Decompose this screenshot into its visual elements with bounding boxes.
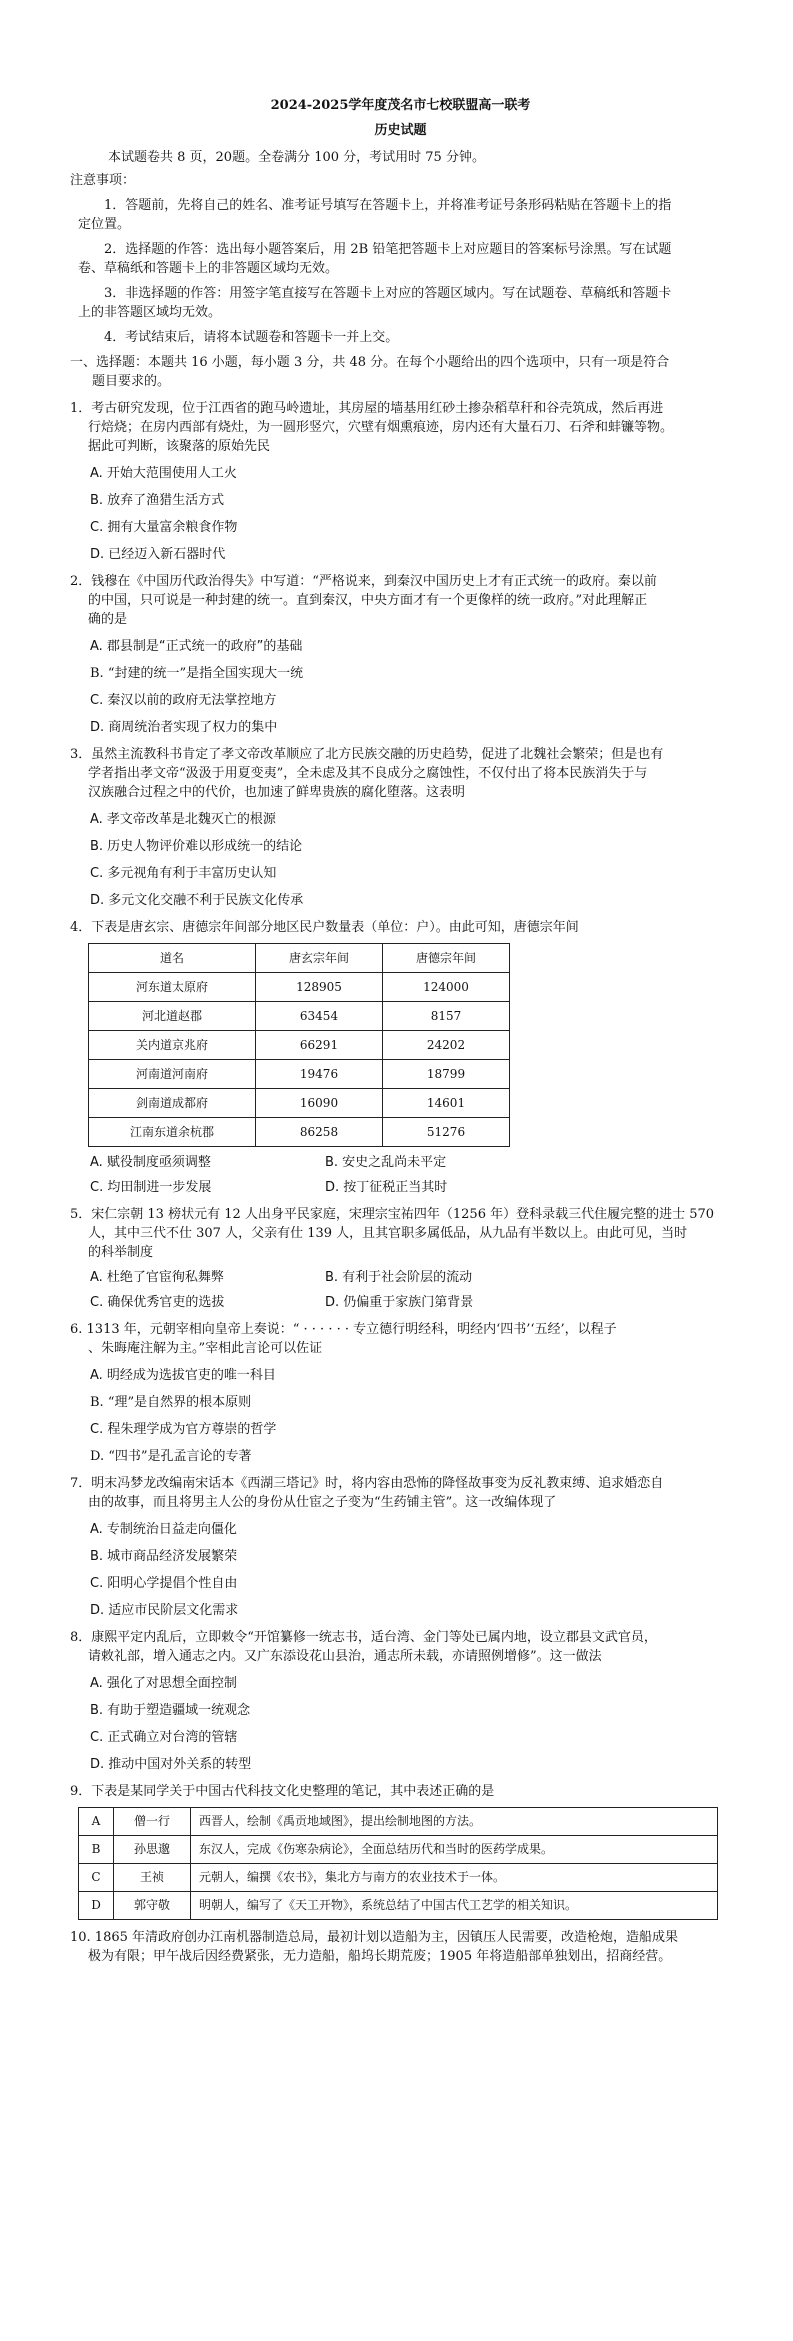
option-b: B. “封建的统一”是指全国实现大一统 [90, 666, 304, 681]
question-stem: 4．下表是唐玄宗、唐德宗年间部分地区民户数量表（单位：户）。由此可知，唐德宗年间 [70, 920, 579, 935]
exam-title: 2024-2025学年度茂名市七校联盟高一联考 [270, 98, 531, 113]
notice-item-4: 4．考试结束后，请将本试题卷和答题卡一并上交。 [104, 330, 399, 345]
notice-heading: 注意事项： [70, 173, 136, 188]
section-choice [70, 353, 731, 391]
option-d: D. 推动中国对外关系的转型 [90, 1757, 252, 1772]
question-5 [70, 1205, 731, 1312]
option-c: C. 程朱理学成为官方尊崇的哲学 [90, 1422, 277, 1437]
table-cell: A [79, 1808, 114, 1836]
question-stem: 1．考古研究发现，位于江西省的跑马岭遗址，其房屋的墙基用红砂土掺杂稻草秆和谷壳筑成，然后再进 [70, 401, 664, 416]
option-a: A. 明经成为选拔官吏的唯一科目 [90, 1368, 276, 1383]
option-a: A. 赋役制度亟须调整 [90, 1155, 211, 1170]
table-cell: 孙思邈 [114, 1836, 191, 1864]
table-cell: 河北道赵郡 [89, 1002, 256, 1031]
question-2 [70, 572, 731, 737]
notice-item-1-cont: 定位置。 [78, 217, 131, 232]
exam-subject: 历史试题 [374, 123, 427, 138]
option-a: A. 开始大范围使用人工火 [90, 466, 237, 481]
question-stem: 的中国，只可说是一种封建的统一。直到秦汉，中央方面才有一个更像样的统一政府。”对此理解正 [88, 593, 648, 608]
question-stem: 10. 1865 年清政府创办江南机器制造总局，最初计划以造船为主，因镇压人民需要，改造枪炮，造船成果 [70, 1930, 679, 1945]
table-row [89, 1031, 510, 1060]
notice-item-3: 3．非选择题的作答：用签字笔直接写在答题卡上对应的答题区域内。写在试题卷、草稿纸和答题卡 [104, 286, 672, 301]
question-stem: 确的是 [88, 612, 128, 627]
question-6 [70, 1320, 731, 1466]
option-d: D. 商周统治者实现了权力的集中 [90, 720, 278, 735]
question-3 [70, 745, 731, 910]
table-cell: D [79, 1892, 114, 1920]
question-stem: 3．虽然主流教科书肯定了孝文帝改革顺应了北方民族交融的历史趋势，促进了北魏社会繁荣；但是也有 [70, 747, 664, 762]
notice-list [70, 196, 731, 347]
option-a: A. 郡县制是“正式统一的政府”的基础 [90, 639, 303, 654]
table-cell: C [79, 1864, 114, 1892]
question-1 [70, 399, 731, 564]
option-b: B. 安史之乱尚未平定 [325, 1155, 447, 1170]
household-table [88, 943, 510, 1147]
question-stem: 学者指出孝文帝“汲汲于用夏变夷”，全未虑及其不良成分之腐蚀性，不仅付出了将本民族消失于与 [88, 766, 648, 781]
table-cell: 东汉人，完成《伤寒杂病论》，全面总结历代和当时的医药学成果。 [191, 1836, 718, 1864]
question-4 [70, 918, 731, 1197]
question-stem: 6. 1313 年，元朝宰相向皇帝上奏说：“ · · · · · · 专立德行明经科，明经内‘四书’‘五经’，以程子 [70, 1322, 617, 1337]
table-cell: 66291 [256, 1031, 383, 1060]
notice-item-2-cont: 卷、草稿纸和答题卡上的非答题区域均无效。 [78, 261, 339, 276]
table-cell: 元朝人，编撰《农书》，集北方与南方的农业技术于一体。 [191, 1864, 718, 1892]
table-row [89, 1060, 510, 1089]
table-header: 唐德宗年间 [383, 944, 510, 973]
table-cell: 14601 [383, 1089, 510, 1118]
table-cell: B [79, 1836, 114, 1864]
question-stem: 极为有限；甲午战后因经费紧张，无力造船，船坞长期荒废；1905 年将造船部单独划出，招商经营。 [88, 1949, 672, 1964]
question-stem: 据此可判断，该聚落的原始先民 [88, 439, 271, 454]
option-b: B. “理”是自然界的根本原则 [90, 1395, 252, 1410]
section-heading: 一、选择题：本题共 16 小题，每小题 3 分，共 48 分。在每个小题给出的四个选项中，只有一项是符合 [70, 355, 670, 370]
option-d: D. 按丁征税正当其时 [325, 1180, 448, 1195]
table-row [79, 1864, 718, 1892]
table-cell: 128905 [256, 973, 383, 1002]
table-header-row [89, 944, 510, 973]
table-cell: 124000 [383, 973, 510, 1002]
option-b: B. 放弃了渔猎生活方式 [90, 493, 225, 508]
exam-intro: 本试题卷共 8 页，20题。全卷满分 100 分，考试用时 75 分钟。 [108, 150, 485, 165]
table-cell: 51276 [383, 1118, 510, 1147]
question-10 [70, 1928, 731, 1966]
option-b: B. 历史人物评价难以形成统一的结论 [90, 839, 303, 854]
question-stem: 人，其中三代不仕 307 人，父亲有仕 139 人，且其官职多属低品，从九品有半数以上。由此可见，当时 [88, 1226, 688, 1241]
table-row [79, 1892, 718, 1920]
notice-item-3-cont: 上的非答题区域均无效。 [78, 305, 222, 320]
question-stem: 行焙烧；在房内西部有烧灶，为一圆形竖穴，穴壁有烟熏痕迹，房内还有大量石刀、石斧和蚌镰等物。 [88, 420, 674, 435]
option-a: A. 孝文帝改革是北魏灭亡的根源 [90, 812, 276, 827]
table-cell: 63454 [256, 1002, 383, 1031]
table-cell: 24202 [383, 1031, 510, 1060]
table-cell: 郭守敬 [114, 1892, 191, 1920]
table-header: 道名 [89, 944, 256, 973]
option-b: B. 有利于社会阶层的流动 [325, 1270, 473, 1285]
table-cell: 明朝人，编写了《天工开物》，系统总结了中国古代工艺学的相关知识。 [191, 1892, 718, 1920]
option-a: A. 杜绝了官宦徇私舞弊 [90, 1270, 224, 1285]
question-7 [70, 1474, 731, 1620]
option-d: D. 多元文化交融不利于民族文化传承 [90, 893, 304, 908]
option-b: B. 城市商品经济发展繁荣 [90, 1549, 238, 1564]
question-stem: 的科举制度 [88, 1245, 154, 1260]
table-cell: 19476 [256, 1060, 383, 1089]
table-cell: 18799 [383, 1060, 510, 1089]
option-b: B. 有助于塑造疆域一统观念 [90, 1703, 251, 1718]
question-stem: 5．宋仁宗朝 13 榜状元有 12 人出身平民家庭，宋理宗宝祐四年（1256 年）登科录载三代住履完整的进士 570 [70, 1207, 715, 1222]
option-c: C. 正式确立对台湾的管辖 [90, 1730, 238, 1745]
table-cell: 剑南道成都府 [89, 1089, 256, 1118]
question-stem: 汉族融合过程之中的代价，也加速了鲜卑贵族的腐化堕落。这表明 [88, 785, 466, 800]
notice-item-1: 1．答题前，先将自己的姓名、准考证号填写在答题卡上，并将准考证号条形码粘贴在答题卡上的指 [104, 198, 672, 213]
option-c: C. 多元视角有利于丰富历史认知 [90, 866, 277, 881]
option-c: C. 拥有大量富余粮食作物 [90, 520, 238, 535]
option-c: C. 确保优秀官吏的选拔 [90, 1295, 225, 1310]
table-row [89, 1118, 510, 1147]
question-stem: 7．明末冯梦龙改编南宋话本《西湖三塔记》时，将内容由恐怖的降怪故事变为反礼教束缚、追求婚恋自 [70, 1476, 664, 1491]
table-cell: 86258 [256, 1118, 383, 1147]
option-d: D. “四书”是孔孟言论的专著 [90, 1449, 252, 1464]
question-stem: 由的故事，而且将男主人公的身份从仕宦之子变为“生药铺主管”。这一改编体现了 [88, 1495, 557, 1510]
table-row [89, 973, 510, 1002]
table-cell: 河东道太原府 [89, 973, 256, 1002]
question-stem: 2．钱穆在《中国历代政治得失》中写道：“严格说来，到秦汉中国历史上才有正式统一的政府。秦以前 [70, 574, 657, 589]
table-row [79, 1836, 718, 1864]
notice-item-2: 2．选择题的作答：选出每小题答案后，用 2B 铅笔把答题卡上对应题目的答案标号涂黑。写在试题 [104, 242, 672, 257]
option-c: C. 秦汉以前的政府无法掌控地方 [90, 693, 277, 708]
table-cell: 江南东道余杭郡 [89, 1118, 256, 1147]
table-row [89, 1002, 510, 1031]
question-8 [70, 1628, 731, 1774]
option-d: D. 已经迈入新石器时代 [90, 547, 226, 562]
question-stem: 8．康熙平定内乱后，立即敕令“开馆纂修一统志书，适台湾、金门等处已属内地，设立郡县文武官员， [70, 1630, 657, 1645]
notes-table [78, 1807, 718, 1920]
question-stem: 、朱晦庵注解为主。”宰相此言论可以佐证 [88, 1341, 323, 1356]
question-stem: 9．下表是某同学关于中国古代科技文化史整理的笔记，其中表述正确的是 [70, 1784, 495, 1799]
table-row [89, 1089, 510, 1118]
option-d: D. 仍偏重于家族门第背景 [325, 1295, 474, 1310]
question-9 [70, 1782, 731, 1920]
question-stem: 请敕礼部，增入通志之内。又广东添设花山县治，通志所未载，亦请照例增修”。这一做法 [88, 1649, 602, 1664]
table-cell: 16090 [256, 1089, 383, 1118]
table-cell: 王祯 [114, 1864, 191, 1892]
table-cell: 西晋人，绘制《禹贡地域图》，提出绘制地图的方法。 [191, 1808, 718, 1836]
option-c: C. 均田制进一步发展 [90, 1180, 212, 1195]
option-c: C. 阳明心学提倡个性自由 [90, 1576, 238, 1591]
section-heading-cont: 题目要求的。 [92, 374, 171, 389]
option-a: A. 专制统治日益走向僵化 [90, 1522, 237, 1537]
option-a: A. 强化了对思想全面控制 [90, 1676, 237, 1691]
table-cell: 僧一行 [114, 1808, 191, 1836]
table-cell: 8157 [383, 1002, 510, 1031]
table-cell: 关内道京兆府 [89, 1031, 256, 1060]
table-row [79, 1808, 718, 1836]
option-d: D. 适应市民阶层文化需求 [90, 1603, 239, 1618]
table-cell: 河南道河南府 [89, 1060, 256, 1089]
table-header: 唐玄宗年间 [256, 944, 383, 973]
